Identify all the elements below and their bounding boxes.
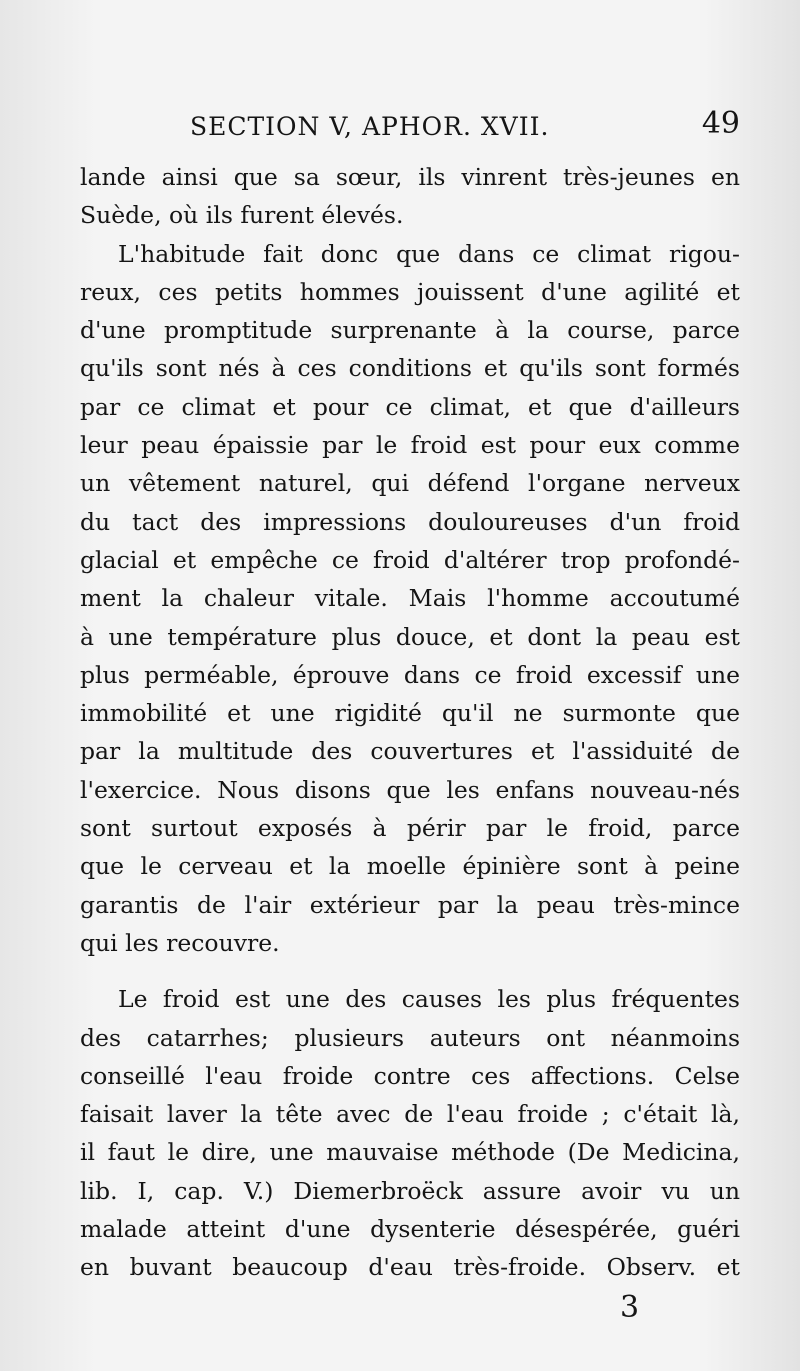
text-line: Suède, où ils furent élevés. [80,201,404,230]
text-line: garantis de l'air extérieur par la peau très-mince [80,890,740,919]
running-head [190,106,740,146]
page-number: 49 [701,106,740,141]
text-line: L'habitude fait donc que dans ce climat rigou- [118,239,740,268]
paragraph [80,158,740,235]
text-line: conseillé l'eau froide contre ces affections. Celse [80,1061,740,1090]
text-line: du tact des impressions douloureuses d'un froid [80,507,740,536]
text-line: immobilité et une rigidité qu'il ne surmonte que [80,699,740,728]
running-title: SECTION V, APHOR. XVII. [190,112,550,141]
paragraph [80,980,740,1286]
paragraph [80,235,740,963]
text-line: l'exercice. Nous disons que les enfans nouveau-nés [80,775,740,804]
text-line: à une température plus douce, et dont la peau est [80,622,740,651]
text-line: sont surtout exposés à périr par le froid, parce [80,814,740,843]
text-line: plus perméable, éprouve dans ce froid excessif une [80,660,740,689]
signature-mark: 3 [620,1290,640,1325]
text-line: par ce climat et pour ce climat, et que d'ailleurs [80,392,740,421]
paragraph-gap [80,962,740,980]
text-line: que le cerveau et la moelle épinière sont à peine [80,852,740,881]
text-line: en buvant beaucoup d'eau très-froide. Observ. et [80,1253,740,1282]
text-line: lande ainsi que sa sœur, ils vinrent très-jeunes en [80,163,740,191]
text-line: faisait laver la tête avec de l'eau froide ; c'était là, [80,1100,740,1129]
text-line: ment la chaleur vitale. Mais l'homme accoutumé [80,584,740,613]
text-line: reux, ces petits hommes jouissent d'une agilité et [80,277,740,306]
text-line: glacial et empêche ce froid d'altérer trop profondé- [80,545,740,574]
text-line: lib. I, cap. V.) Diemerbroëck assure avoir vu un [80,1176,740,1205]
text-line: Le froid est une des causes les plus fréquentes [118,985,740,1014]
text-line: leur peau épaissie par le froid est pour eux comme [80,431,740,460]
text-line: des catarrhes; plusieurs auteurs ont néanmoins [80,1023,740,1052]
text-line: malade atteint d'une dysenterie désespérée, guéri [80,1215,740,1244]
text-line: qu'ils sont nés à ces conditions et qu'ils sont formés [80,354,740,383]
text-line: un vêtement naturel, qui défend l'organe nerveux [80,469,740,498]
text-line: qui les recouvre. [80,928,280,957]
text-line: par la multitude des couvertures et l'assiduité de [80,737,740,766]
text-line: d'une promptitude surprenante à la course, parce [80,316,740,345]
body-text [80,158,740,1287]
text-line: il faut le dire, une mauvaise méthode (De Medicina, [80,1138,740,1167]
